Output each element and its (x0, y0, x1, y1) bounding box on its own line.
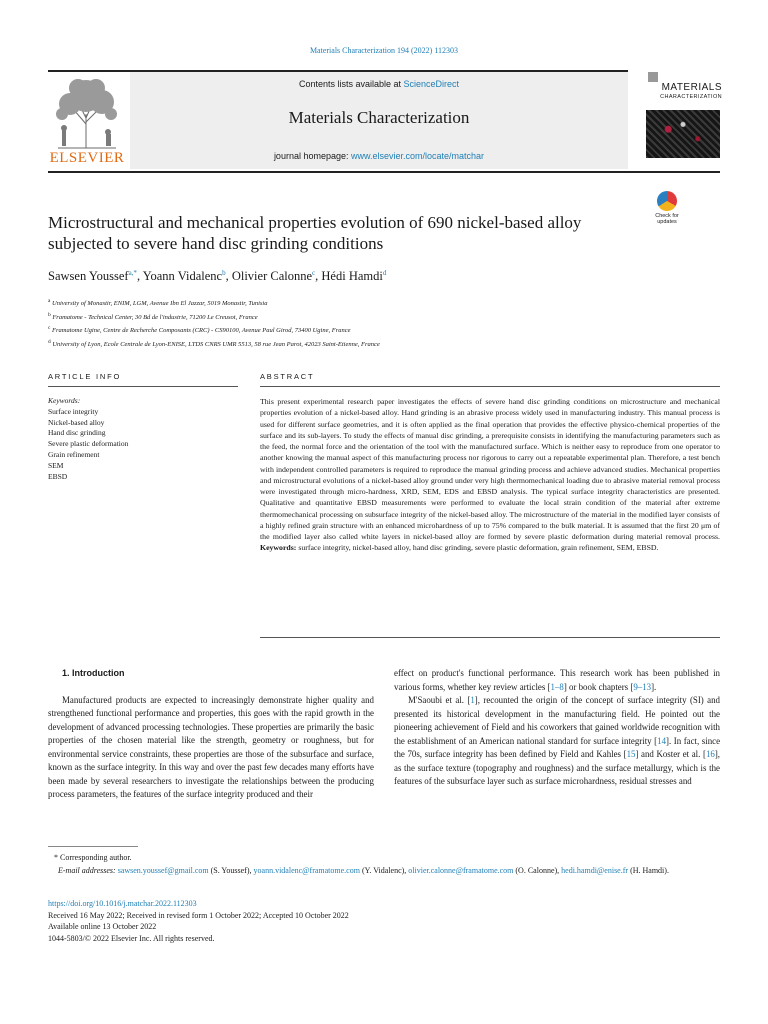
email-addresses: E-mail addresses: sawsen.youssef@gmail.com (S. Youssef), yoann.vidalenc@framatome.com (Y. Vidalenc), olivier.calonne@framatome.com (O. Calonne), hedi.hamdi@enise.fr (H. Hamdi). (58, 866, 669, 875)
author-4[interactable]: Hédi Hamdi$^d$ (321, 269, 387, 284)
check-for-updates[interactable] (650, 191, 684, 225)
keyword-item: EBSD (48, 471, 68, 481)
elsevier-wordmark: ELSEVIER (49, 150, 125, 166)
abstract-body (260, 396, 720, 554)
journal-citation[interactable]: Materials Characterization 194 (2022) 112303 (309, 46, 459, 55)
abstract-heading: ABSTRACT (260, 372, 315, 381)
ref-link[interactable]: 1 (470, 695, 475, 705)
homepage-link[interactable]: www.elsevier.com/locate/matchar (351, 151, 485, 161)
journal-title: Materials Characterization (288, 108, 470, 127)
homepage-label: journal homepage: (273, 151, 351, 161)
email-link[interactable]: hedi.hamdi@enise.fr (561, 866, 629, 875)
footnote-rule (48, 846, 138, 847)
intro-heading: 1. Introduction (62, 668, 125, 678)
contents-prefix: Contents lists available at (298, 79, 404, 89)
author-list (48, 269, 648, 284)
received-dates: Received 16 May 2022; Received in revised form 1 October 2022; Accepted 10 October 2022 (48, 910, 349, 920)
affiliation-b: $^b$ Framatome - Technical Center, 30 Bd de l'industrie, 71200 Le Creusot, France (48, 311, 258, 321)
keyword-item: Surface integrity (48, 406, 99, 416)
cover-image (646, 110, 720, 158)
intro-right-column (394, 667, 720, 789)
contents-available (130, 79, 628, 89)
affiliation-a: $^a$ University of Monastir, ENIM, LGM, Avenue Ibn El Jazzar, 5019 Monastir, Tunisia (48, 298, 268, 308)
author-2[interactable]: Yoann Vidalenc$^b$, (142, 269, 232, 284)
keywords-label: Keywords: (48, 396, 81, 405)
keyword-item: Nickel-based alloy (48, 417, 105, 427)
author-1[interactable]: Sawsen Youssef$^{a,*}$, (48, 269, 143, 284)
article-info-heading: ARTICLE INFO (48, 372, 122, 381)
copyright: 1044-5803/© 2022 Elsevier Inc. All rights reserved. (48, 933, 215, 943)
cover-subtitle: CHARACTERIZATION (660, 94, 722, 100)
ref-link[interactable]: 15 (626, 749, 636, 759)
journal-cover[interactable] (640, 72, 722, 158)
abstract-keywords-label: Keywords: (260, 543, 297, 553)
check-for-updates-icon (657, 191, 677, 211)
ref-link[interactable]: 1–8 (550, 681, 564, 692)
keyword-item: Severe plastic deformation (48, 439, 129, 449)
cover-logo-icon (648, 72, 658, 82)
sciencedirect-link[interactable]: ScienceDirect (403, 79, 460, 89)
intro-paragraph-1: Manufactured products are expected to increasingly demonstrate higher quality and strengthened functional performance and properties, this goes with the rapid growth in the development of advanced processing technologies. These properties are primarily the basic properties of the chosen material like the strength, geometry or roughness, but for environmental service constraints, these properties are those of the subsurface and surface, known as the surface integrity. In this way and over the past few decades many efforts have been made by several researchers to investigate the relationships between the producing process parameters, the features of the surface integrity produced and their (48, 694, 374, 799)
footnotes (48, 851, 720, 877)
ref-link[interactable]: 16 (705, 749, 715, 759)
abstract-text: This present experimental research paper investigates the effects of severe hand disc grinding conditions on microstructure and mechanical properties evolution of a nickel-based alloy. Hand grinding is an abrasive process widely used in manufacturing industry. This manual process is used for different surface geometries, and it is often applied as the final operation that provides the effective physico-chemical properties of the surface and its sub-layers. To study the effects of manual disc grinding, a prerequisite consists in identifying the manufacturing parameters such as the feed, the normal force and the orientation of the tool with the manufactured surface. Which is neither easy to reproduce from one operator to another knowing the manual aspect of this manufacturing process nor rigorous to carry out a repeatable experimental plan. Therefore, a test bench with independent controlled parameters is required to reproduce the manual grinding process and achieve advanced studies. Mechanical properties and microstructural evolutions of a nickel-based alloy ground under very high thermomechanical loading due to abrasive material removal process were investigated through micro-hardness, XRD, SEM, EDS and EBSD analysis. The typical surface integrity characteristics are presented. Qualitative and quantitative EBSD measurements were performed to evaluate the local strain condition of the material after extreme thermomechanical processing on subsurface integrity of the nickel-based alloy. The microstructure of the material in the modified layer consists of a highly refined grain structure with an enhanced microhardness of up to 75% compared to the bulk material. It is assumed that the first 20 μm of the modified layer also called white layers in nickel-based alloy are formed by severe plastic deformation during material removal process. (260, 397, 720, 541)
author-3[interactable]: Olivier Calonne$^c$, (231, 269, 322, 284)
affiliation-d: $^d$ University of Lyon, Ecole Centrale de Lyon-ENISE, LTDS CNRS UMR 5513, 58 rue Jean Parot, 42023 Saint-Etienne, France (48, 338, 380, 349)
doi-link[interactable]: https://doi.org/10.1016/j.matchar.2022.112303 (48, 899, 197, 908)
email-link[interactable]: sawsen.youssef@gmail.com (117, 866, 209, 875)
affiliations (48, 296, 688, 351)
affiliation-c: $^c$ Framatome Ugine, Centre de Recherche Composants (CRC) - CS90100, Avenue Paul Girod, 73400 Ugine, France (48, 325, 351, 335)
keyword-item: Grain refinement (48, 449, 100, 459)
email-link[interactable]: yoann.vidalenc@framatome.com (253, 866, 360, 875)
intro-left-column (48, 667, 374, 802)
abstract-bottom-rule (260, 637, 720, 638)
intro-paragraph-2: effect on product's functional performance. This research work has been published in various forms, whether key review articles [1–8] or book chapters [9–13]. (394, 668, 720, 692)
article-info-rule (48, 386, 238, 387)
abstract-top-rule (260, 386, 720, 387)
available-online: Available online 13 October 2022 (48, 922, 157, 931)
email-link[interactable]: olivier.calonne@framatome.com (408, 866, 514, 875)
intro-paragraph-3: M'Saoubi et al. [1], recounted the origin of the concept of surface integrity (SI) and presented its historical development in the manufacturing field. He pointed out the pioneering achievement of Field and his coworkers that gained worldwide recognition with the establishment of an American national standard for surface integrity [14]. In fact, since the 70s, surface integrity has been defined by Field and Kahles [15] and Koster et al. [16], as the surface texture (topography and roughness) and the surface metallurgy, which is the features of the subsurface layer such as surface microhardness, residual stresses and (394, 695, 721, 786)
check-for-updates-label: Check for updates (655, 213, 679, 225)
keyword-item: Hand disc grinding (48, 428, 106, 438)
header-top-rule (48, 70, 628, 72)
header-bottom-rule (48, 171, 720, 173)
ref-link[interactable]: 14 (657, 735, 667, 746)
corresponding-author-note: * Corresponding author. (54, 853, 132, 862)
cover-title: MATERIALS (661, 82, 722, 93)
ref-link[interactable]: 9–13 (633, 681, 652, 692)
elsevier-tree-logo (48, 74, 126, 150)
article-footer (48, 898, 720, 944)
journal-homepage (130, 151, 628, 161)
article-title: Microstructural and mechanical properties evolution of 690 nickel-based alloy subjected to severe hand disc grinding conditions (48, 213, 582, 253)
keywords-list (48, 396, 238, 482)
abstract-keywords: surface integrity, nickel-based alloy, hand disc grinding, severe plastic deformation, grain refinement, SEM, EBSD. (296, 543, 659, 553)
keyword-item: SEM (48, 460, 64, 470)
